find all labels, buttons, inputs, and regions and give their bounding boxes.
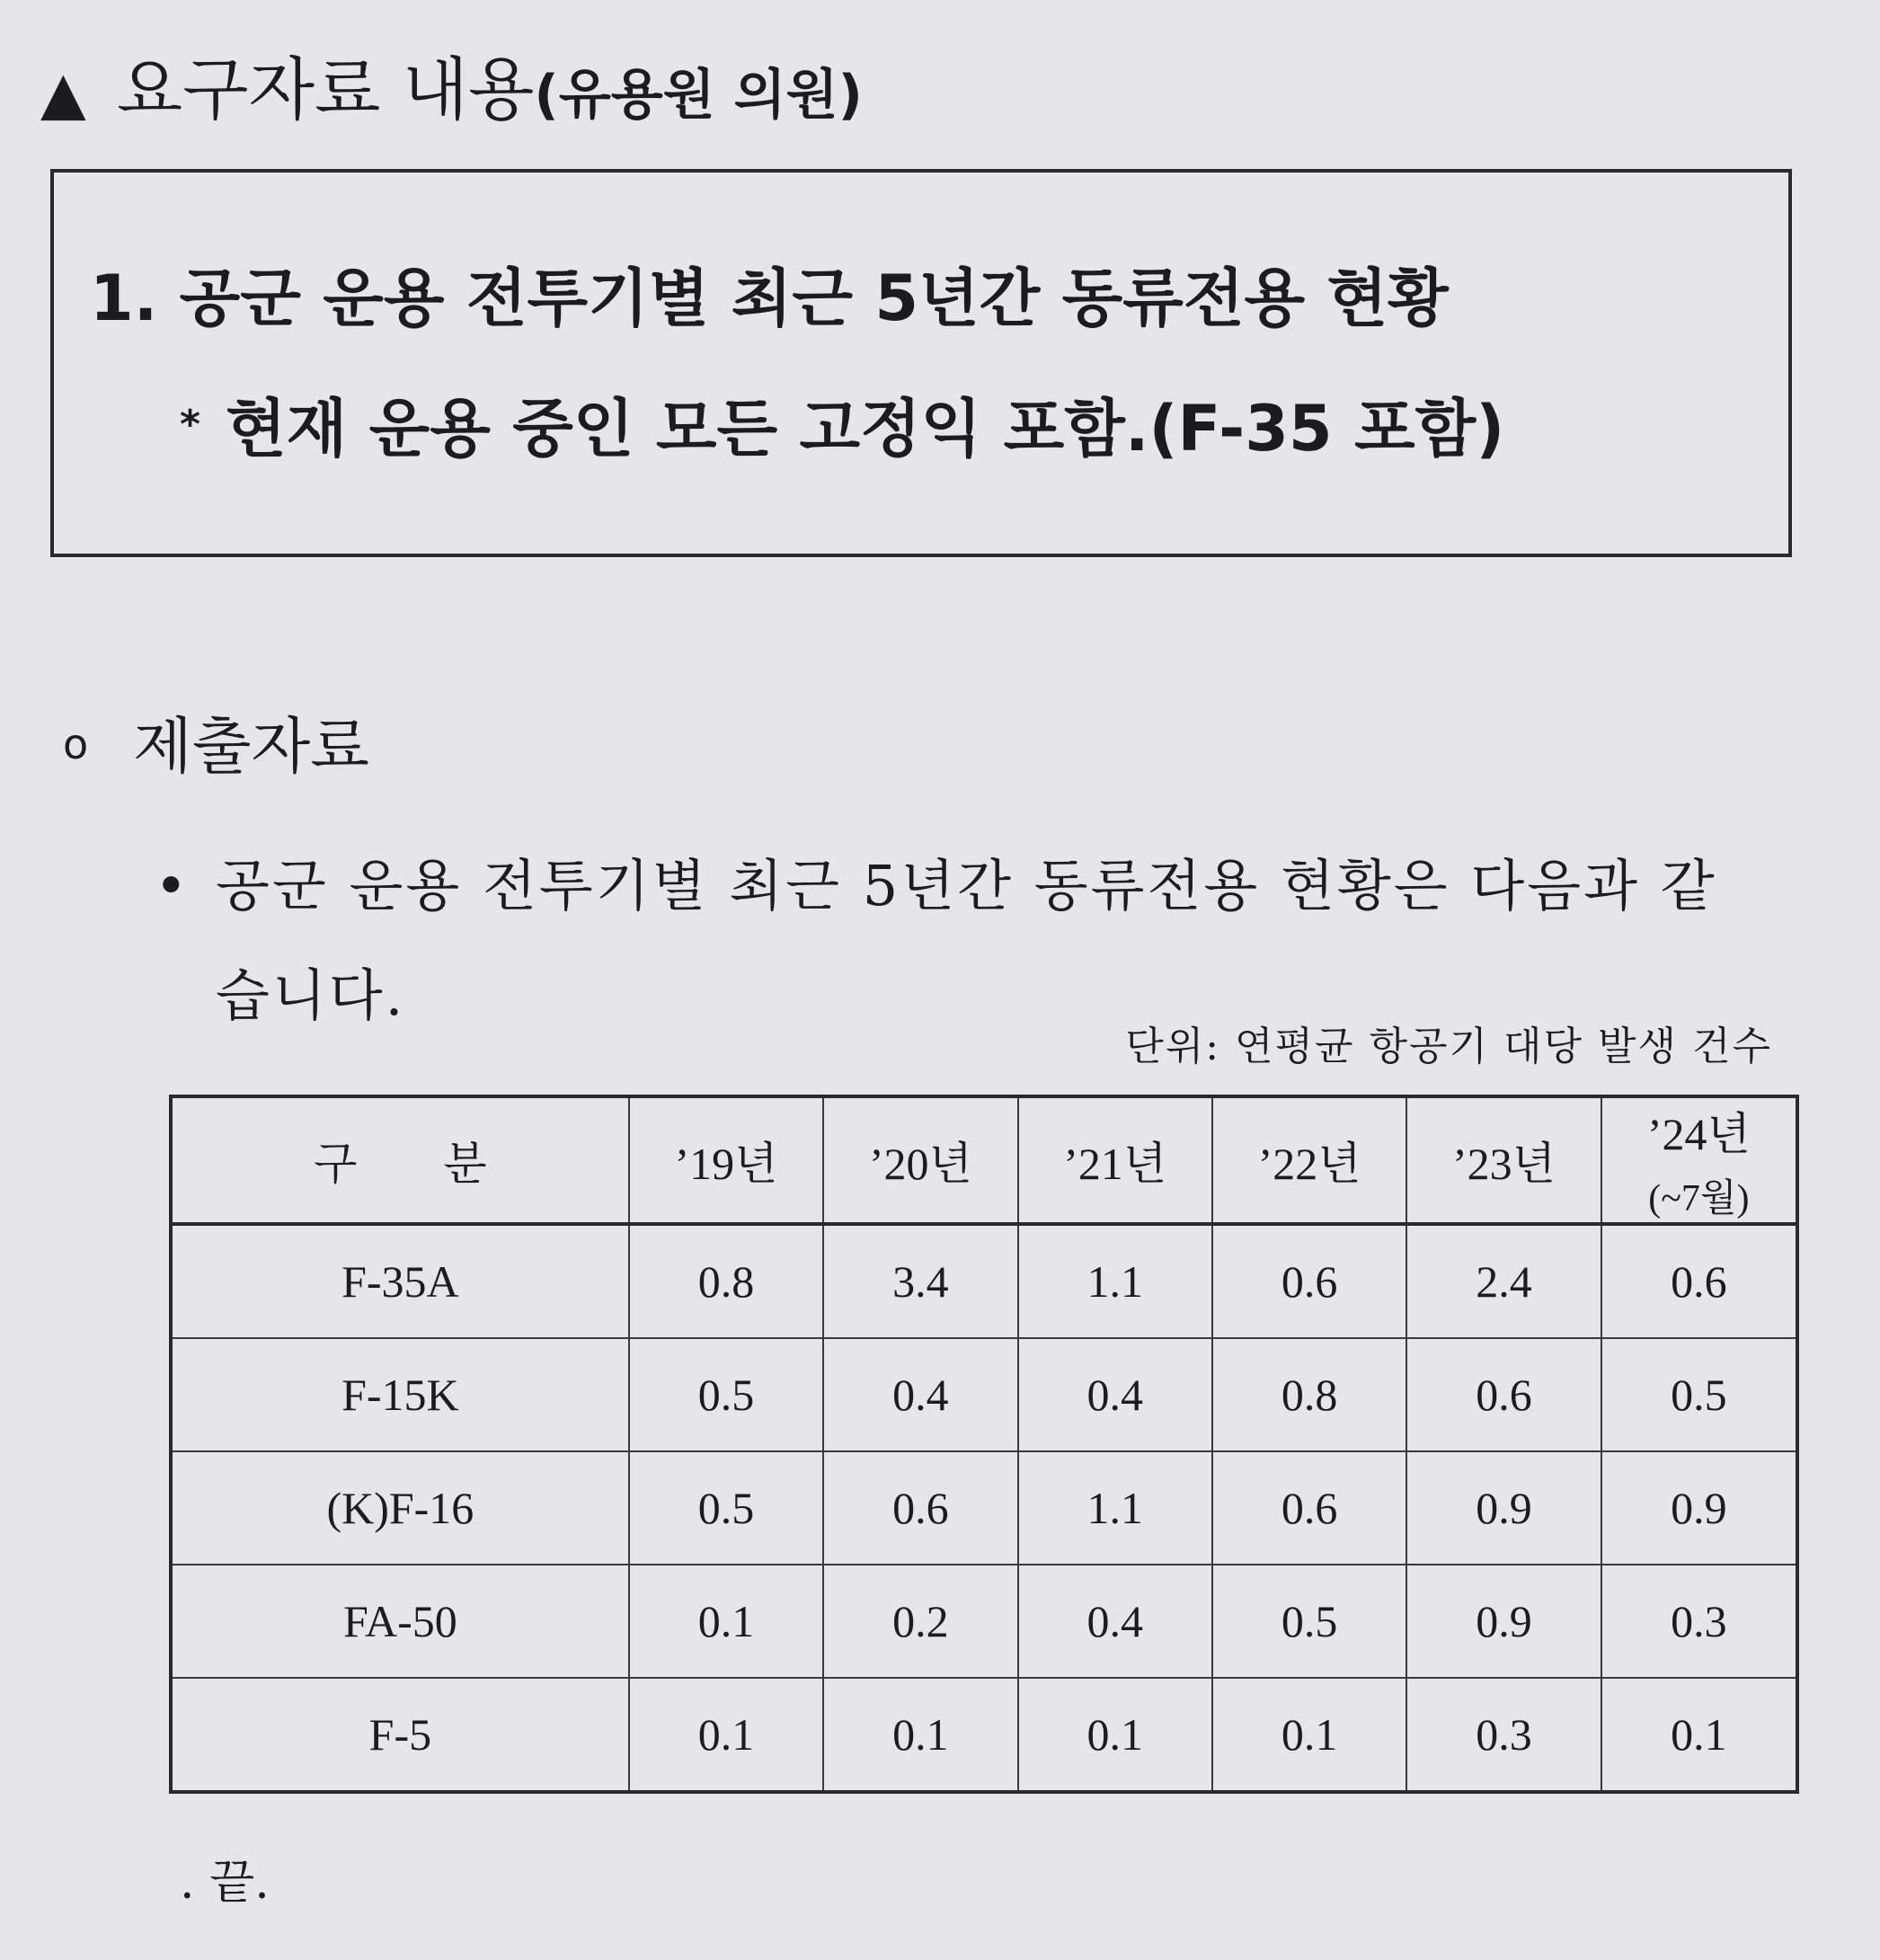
table-cell: 0.8 <box>1212 1338 1406 1451</box>
table-cell: 0.6 <box>823 1451 1017 1565</box>
table-row <box>171 1451 1797 1565</box>
table-row <box>171 1565 1797 1678</box>
row-name: F-5 <box>171 1678 629 1792</box>
table-cell: 0.9 <box>1601 1451 1797 1565</box>
table-cell: 0.1 <box>1601 1678 1797 1792</box>
header-category: 구 분 <box>171 1096 629 1224</box>
submission-heading-text: 제출자료 <box>133 712 369 783</box>
end-mark: . 끝. <box>180 1856 270 1910</box>
asterisk-marker-icon: * <box>180 402 201 448</box>
data-table <box>169 1095 1799 1794</box>
table-row <box>171 1224 1797 1338</box>
table-cell: 0.4 <box>1018 1565 1212 1678</box>
table-cell: 0.5 <box>1212 1565 1406 1678</box>
header-year-2020: ’20년 <box>823 1096 1017 1224</box>
circle-marker-icon: o <box>63 720 89 768</box>
triangle-marker-icon: ▲ <box>40 58 86 128</box>
row-name: F-15K <box>171 1338 629 1451</box>
header-year-2021: ’21년 <box>1018 1096 1212 1224</box>
table-cell: 0.1 <box>629 1678 823 1792</box>
table-cell: 0.9 <box>1406 1451 1601 1565</box>
table-cell: 0.1 <box>629 1565 823 1678</box>
table-cell: 0.6 <box>1212 1224 1406 1338</box>
table-cell: 0.5 <box>1601 1338 1797 1451</box>
table-cell: 1.1 <box>1018 1224 1212 1338</box>
table-cell: 2.4 <box>1406 1224 1601 1338</box>
request-note-text: 현재 운용 중인 모든 고정익 포함.(F-35 포함) <box>226 392 1505 466</box>
header-year-2024: ’24년 (~7월) <box>1601 1096 1797 1224</box>
header-year-2022: ’22년 <box>1212 1096 1406 1224</box>
row-name: FA-50 <box>171 1565 629 1678</box>
submission-heading <box>63 712 369 783</box>
table-row <box>171 1338 1797 1451</box>
requester-name: (유용원 의원) <box>534 64 863 127</box>
table-header-row <box>171 1096 1797 1224</box>
table-cell: 0.1 <box>823 1678 1017 1792</box>
table-cell: 0.3 <box>1406 1678 1601 1792</box>
table-cell: 0.5 <box>629 1451 823 1565</box>
request-heading-title: 요구자료 내용 <box>116 49 535 129</box>
row-name: (K)F-16 <box>171 1451 629 1565</box>
table-cell: 0.2 <box>823 1565 1017 1678</box>
table-cell: 3.4 <box>823 1224 1017 1338</box>
table-cell: 0.1 <box>1018 1678 1212 1792</box>
bullet-icon: • <box>155 853 188 918</box>
table-cell: 0.6 <box>1406 1338 1601 1451</box>
unit-label: 단위: 연평균 항공기 대당 발생 건수 <box>1125 1024 1772 1069</box>
table-cell: 0.4 <box>1018 1338 1212 1451</box>
table-cell: 0.4 <box>823 1338 1017 1451</box>
table-row <box>171 1678 1797 1792</box>
request-note <box>180 392 1505 466</box>
table-cell: 1.1 <box>1018 1451 1212 1565</box>
submission-body-text: 공군 운용 전투기별 최근 5년간 동류전용 현황은 다음과 같습니다. <box>216 853 1717 1028</box>
request-heading <box>40 49 863 129</box>
request-box <box>50 169 1792 557</box>
table-cell: 0.8 <box>629 1224 823 1338</box>
table-cell: 0.3 <box>1601 1565 1797 1678</box>
header-year-2024-sub: (~7월) <box>1648 1178 1750 1219</box>
table-cell: 0.6 <box>1212 1451 1406 1565</box>
table-cell: 0.5 <box>629 1338 823 1451</box>
table-cell: 0.1 <box>1212 1678 1406 1792</box>
header-year-2019: ’19년 <box>629 1096 823 1224</box>
row-name: F-35A <box>171 1224 629 1338</box>
request-item: 1. 공군 운용 전투기별 최근 5년간 동류전용 현황 <box>90 262 1449 335</box>
table-cell: 0.6 <box>1601 1224 1797 1338</box>
table-cell: 0.9 <box>1406 1565 1601 1678</box>
header-year-2023: ’23년 <box>1406 1096 1601 1224</box>
